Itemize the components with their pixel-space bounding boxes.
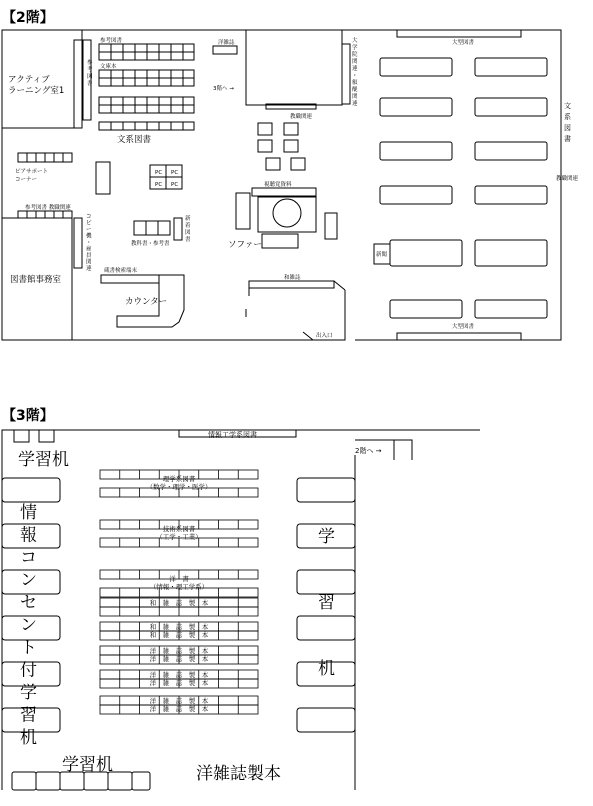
reference-side-label: 書	[87, 81, 93, 87]
f3-shelf-label: （工学・工業）	[156, 533, 202, 541]
study-desk-right-label: 習	[318, 593, 335, 613]
library-office-label: 図書館事務室	[10, 275, 62, 285]
small-desk	[96, 162, 110, 194]
f3-shelf-label: 和 雑 誌 製 本	[149, 599, 209, 607]
education-related-top-label: 教職関連	[290, 114, 313, 120]
reference-education-shelf	[18, 211, 72, 218]
large-books-top-label: 大型図書	[452, 40, 475, 46]
humanities-side-label: 系	[564, 113, 571, 121]
info-concent-desk-label: 報	[20, 525, 37, 546]
copier-label: 員	[86, 253, 92, 259]
new-books-label: 図	[185, 230, 191, 236]
pc-label-2: PC	[171, 170, 179, 176]
copier-label: ー	[86, 227, 92, 233]
audiovisual-label: 視聴覚資料	[264, 182, 292, 188]
f3-shelf-label: （数学・理学・医学）	[146, 483, 212, 491]
new-books-label: 着	[185, 223, 191, 229]
f3-shelf-label: 洋 雑 誌 製 本	[149, 655, 209, 663]
f3-shelf-label: 洋 雑 誌 製 本	[149, 671, 209, 679]
info-concent-desk-label: 机	[20, 728, 37, 748]
floor3-outer-wall	[2, 430, 480, 790]
reference-side-shelf	[83, 40, 91, 120]
audiovisual-shelf	[252, 188, 316, 196]
floor2-heading: 【2階】	[2, 10, 54, 26]
university-related-label: 関	[352, 94, 358, 100]
study-desk-right-label: 学	[318, 527, 335, 547]
info-concent-desk-label: ト	[20, 638, 37, 658]
humanities-shelves	[374, 30, 547, 340]
japanese-magazines-label: 和雑誌	[284, 275, 301, 281]
peer-support-shelf	[18, 153, 72, 162]
search-terminal-desk	[101, 275, 159, 283]
info-concent-desk-label: ン	[20, 615, 37, 636]
paperback-shelves	[99, 70, 194, 86]
peer-support-label-1: ピアサポート	[15, 169, 49, 175]
sofa-right	[325, 213, 337, 239]
info-concent-desk-label: コ	[20, 548, 37, 568]
f3-shelf-label: 洋 書	[169, 575, 189, 583]
floor3-plan	[2, 430, 480, 790]
university-related-label: 醍	[352, 87, 358, 93]
literature-shelves	[99, 97, 194, 130]
western-magazines-label: 洋雑誌	[218, 40, 235, 46]
pc-label-3: PC	[155, 182, 163, 188]
pc-label-4: PC	[171, 182, 179, 188]
humanities-side-label: 図	[564, 124, 571, 132]
western-bound-bottom-label: 洋雑誌製本	[196, 764, 281, 784]
center-tables	[258, 123, 305, 170]
study-desk-bottom-label: 学習机	[62, 755, 113, 775]
japanese-magazine-shelf	[249, 281, 334, 288]
entrance-label: 出入口	[316, 333, 333, 339]
reference-side-label: 参	[87, 60, 93, 66]
university-related-label: 学	[352, 45, 358, 51]
round-table	[273, 199, 301, 227]
literature-books-label: 文系図書	[117, 135, 152, 145]
f3-shelf-label: 理学系図書	[162, 475, 196, 483]
new-books-shelf	[174, 218, 182, 240]
f3-shelf-label: 和 雑 誌 製 本	[149, 631, 209, 639]
sofa-label: ソファー	[228, 240, 262, 250]
university-related-label: 院	[352, 52, 358, 58]
reference-shelves-top	[99, 44, 194, 60]
to-3f-label: 3階へ →	[213, 86, 234, 92]
education-related-side-label: 教職関連	[556, 176, 579, 182]
university-related-label: 関	[352, 59, 358, 65]
new-books-label: 新	[185, 216, 191, 222]
study-desk-topleft-label: 学習机	[18, 450, 69, 470]
peer-support-label-2: コーナー	[15, 177, 38, 183]
info-concent-desk-label: 習	[20, 705, 37, 726]
reference-education-label: 参考図書 教職関連	[25, 205, 71, 211]
copier-label: 雇	[86, 246, 92, 253]
info-concent-desk-label: 学	[20, 683, 37, 703]
info-concent-desk-label: 情	[20, 503, 37, 523]
university-shelf	[342, 44, 350, 104]
paperbacks-label: 文庫本	[100, 64, 117, 70]
to-2f-label: 2階へ →	[355, 447, 382, 455]
f3-shelf-label: 技術系図書	[162, 525, 196, 533]
humanities-side-label: 文	[564, 102, 571, 110]
f3-shelf-label: （情報・理工学系）	[149, 583, 209, 591]
f3-shelf-label: 洋 雑 誌 製 本	[149, 697, 209, 705]
humanities-side-label: 書	[564, 135, 571, 143]
info-concent-desk-label: ン	[20, 570, 37, 591]
reference-side-label: 考	[87, 67, 93, 73]
university-related-label: 大	[352, 38, 358, 44]
active-learning-label-2: ラーニング室1	[8, 86, 65, 96]
copier-area	[74, 218, 82, 268]
textbooks-table	[134, 221, 170, 235]
large-books-bottom-label: 大型図書	[452, 324, 475, 330]
floor3-heading: 【3階】	[2, 408, 54, 424]
f3-shelf-label: 洋 雑 誌 製 本	[149, 705, 209, 713]
reference-books-label: 参考図書	[100, 38, 123, 44]
copier-label: 関	[86, 259, 92, 266]
new-books-label: 書	[185, 237, 191, 243]
university-related-label: 叡	[352, 80, 358, 86]
info-concent-desk-label: 付	[20, 660, 37, 681]
f3-shelf-label: 洋 雑 誌 製 本	[149, 679, 209, 687]
info-eng-books-label: 情報工学系図書	[208, 431, 257, 439]
active-learning-label-1: アクティブ	[8, 75, 50, 85]
copier-label: 機	[86, 233, 92, 240]
newspapers-label: 新聞	[376, 252, 388, 258]
reference-side-label: 図	[87, 74, 93, 80]
university-related-label: ・	[352, 73, 358, 79]
pc-label-1: PC	[155, 170, 163, 176]
copier-label: ピ	[86, 220, 92, 227]
university-related-label: 連	[352, 66, 358, 72]
sofa-block	[262, 234, 298, 248]
textbooks-label: 教科書・参考書	[131, 241, 170, 247]
copier-label: コ	[86, 214, 92, 220]
stairs-floor2	[246, 30, 342, 105]
western-magazine-shelf	[213, 46, 237, 54]
info-concent-desk-label: セ	[20, 593, 37, 613]
f3-shelf-label: 洋 雑 誌 製 本	[149, 647, 209, 655]
copier-label: 連	[86, 266, 92, 272]
copier-label: ・	[86, 240, 92, 246]
university-related-label: 連	[352, 101, 358, 107]
study-desk-right-label: 机	[318, 659, 335, 679]
counter-label: カウンター	[125, 297, 168, 307]
f3-shelf-label: 和 雑 誌 製 本	[149, 623, 209, 631]
search-terminal-label: 蔵書検索端末	[104, 268, 138, 274]
